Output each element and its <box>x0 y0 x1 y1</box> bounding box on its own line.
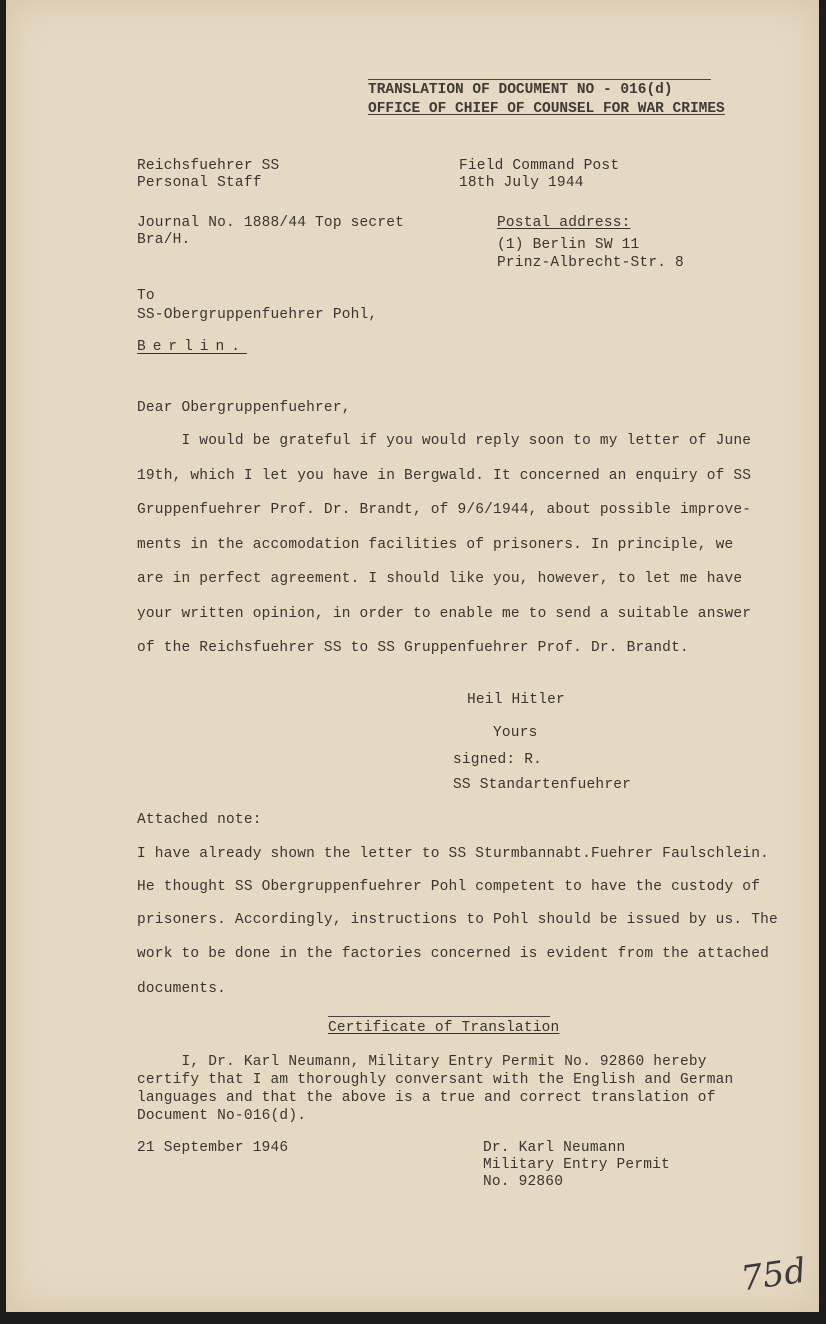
certificate-title: Certificate of Translation <box>328 1020 560 1036</box>
attached-note-line: He thought SS Obergruppenfuehrer Pohl competent to have the custody of <box>137 879 761 895</box>
body-line: 19th, which I let you have in Bergwald. It concerned an enquiry of SS <box>137 468 752 484</box>
body-line: are in perfect agreement. I should like you, however, to let me have <box>137 571 743 587</box>
header-top-rule <box>368 79 711 80</box>
closing-signed: signed: R. <box>453 752 543 768</box>
postal-address-label: Postal address: <box>497 215 631 231</box>
document-page <box>6 0 819 1312</box>
header-line-2: OFFICE OF CHIEF OF COUNSEL FOR WAR CRIMES <box>368 101 725 117</box>
certificate-line: certify that I am thoroughly conversant with the English and German <box>137 1072 734 1088</box>
closing-rank: SS Standartenfuehrer <box>453 777 632 793</box>
recipient-to: To <box>137 288 155 304</box>
recipient-city: Berlin. <box>137 339 247 355</box>
certificate-date: 21 September 1946 <box>137 1140 289 1156</box>
header-line-1: TRANSLATION OF DOCUMENT NO - 016(d) <box>368 82 673 98</box>
attached-note-line: prisoners. Accordingly, instructions to Pohl should be issued by us. The <box>137 912 778 928</box>
journal-number: Journal No. 1888/44 Top secret <box>137 215 405 231</box>
body-line: I would be grateful if you would reply soon to my letter of June <box>137 433 752 449</box>
recipient-name: SS-Obergruppenfuehrer Pohl, <box>137 307 378 323</box>
place-line: Field Command Post <box>459 158 620 174</box>
certificate-top-rule <box>328 1016 550 1017</box>
closing-greeting: Heil Hitler <box>467 692 565 708</box>
handwritten-page-number: 75d <box>738 1250 809 1300</box>
attached-note-line: work to be done in the factories concerned is evident from the attached <box>137 946 770 962</box>
translator-permit: Military Entry Permit <box>483 1157 670 1173</box>
date-line: 18th July 1944 <box>459 175 584 191</box>
attached-note-label: Attached note: <box>137 812 262 828</box>
translator-permit-number: No. 92860 <box>483 1174 564 1190</box>
postal-address-line-1: (1) Berlin SW 11 <box>497 237 640 253</box>
salutation: Dear Obergruppenfuehrer, <box>137 400 351 416</box>
attached-note-line: documents. <box>137 981 227 997</box>
reference-code: Bra/H. <box>137 232 191 248</box>
body-line: ments in the accomodation facilities of prisoners. In principle, we <box>137 537 734 553</box>
postal-address-line-2: Prinz-Albrecht-Str. 8 <box>497 255 684 271</box>
certificate-line: I, Dr. Karl Neumann, Military Entry Permit No. 92860 hereby <box>137 1054 707 1070</box>
sender-line-1: Reichsfuehrer SS <box>137 158 280 174</box>
body-line: of the Reichsfuehrer SS to SS Gruppenfuehrer Prof. Dr. Brandt. <box>137 640 689 656</box>
attached-note-line: I have already shown the letter to SS Sturmbannabt.Fuehrer Faulschlein. <box>137 846 770 862</box>
closing-yours: Yours <box>493 725 538 741</box>
body-line: your written opinion, in order to enable me to send a suitable answer <box>137 606 752 622</box>
body-line: Gruppenfuehrer Prof. Dr. Brandt, of 9/6/1944, about possible improve- <box>137 502 752 518</box>
certificate-line: languages and that the above is a true and correct translation of <box>137 1090 716 1106</box>
sender-line-2: Personal Staff <box>137 175 262 191</box>
certificate-line: Document No-016(d). <box>137 1108 307 1124</box>
translator-name: Dr. Karl Neumann <box>483 1140 626 1156</box>
